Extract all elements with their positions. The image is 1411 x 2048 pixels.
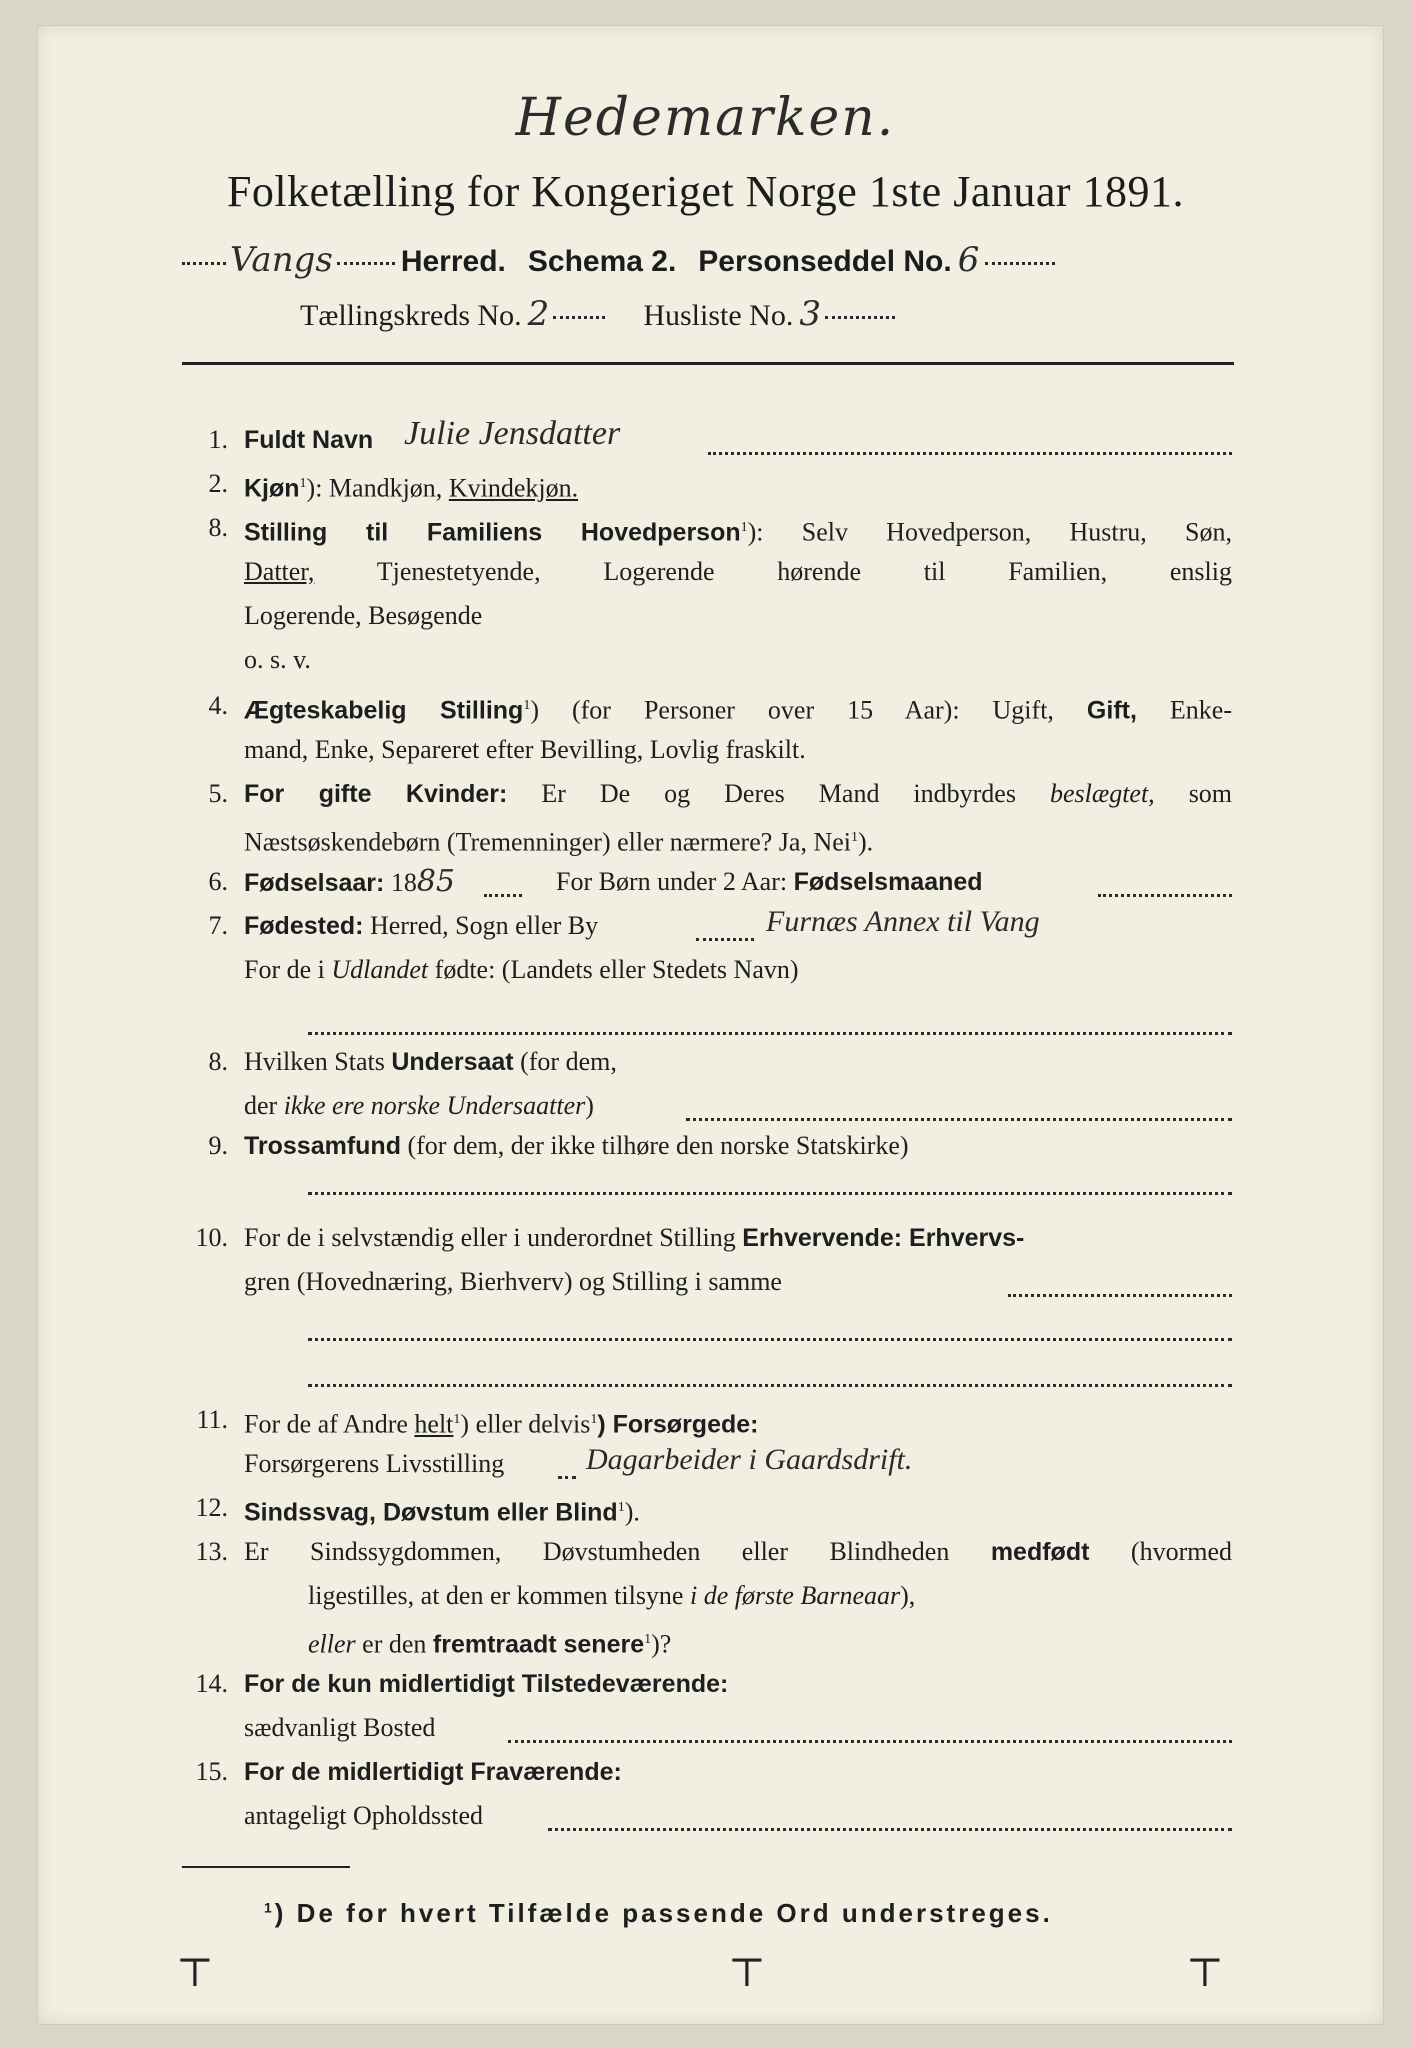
q8-text: (for dem,: [520, 1047, 617, 1076]
question-number: 11.: [196, 1405, 228, 1434]
form-title: Folketælling for Kongeriget Norge 1ste Januar 1891.: [226, 167, 1185, 216]
q1-name-value: Julie Jensdatter: [404, 415, 621, 452]
question-number: 8.: [208, 513, 228, 542]
q13-bold-2: fremtraadt senere: [432, 1630, 645, 1659]
q8-bold: Undersaat: [391, 1048, 514, 1076]
q4-label: Ægteskabelig Stilling: [244, 696, 524, 725]
question-2: [178, 462, 1232, 506]
q6-year-prefix: 18: [390, 868, 417, 897]
question-number: 12.: [195, 1493, 228, 1522]
q11-text-1b: ) eller delvis: [460, 1409, 591, 1439]
q9-label: Trossamfund: [244, 1132, 401, 1160]
husliste-value: 3: [799, 294, 821, 334]
question-5: [178, 772, 1232, 860]
footnote-marker: 1: [590, 1412, 598, 1427]
q6-year-value: 85: [416, 864, 456, 899]
q11-provider-value: Dagarbeider i Gaardsdrift.: [586, 1443, 913, 1476]
q6-text: For Børn under 2 Aar:: [556, 867, 788, 896]
q13-text-2b: ),: [900, 1581, 916, 1610]
q10-bold: Erhvervende: Erhvervs-: [742, 1224, 1025, 1252]
footnote-marker: 1: [644, 1632, 652, 1647]
dotted-leader: [1098, 894, 1232, 897]
q13-italic-2: eller: [308, 1629, 356, 1659]
q12-label: Sindssvag, Døvstum eller Blind: [244, 1498, 618, 1527]
q7-italic: Udlandet: [331, 955, 429, 984]
corner-mark: ⊤: [728, 1950, 766, 1996]
q3-text-3: Logerende, Besøgende: [244, 601, 483, 630]
personseddel-label: Personseddel No.: [698, 245, 952, 278]
kreds-value: 2: [527, 294, 550, 334]
question-number: 15.: [195, 1757, 228, 1786]
q8-italic: ikke ere norske Undersaatter: [283, 1091, 586, 1120]
question-14: [178, 1662, 1232, 1750]
q3-underlined-option: Datter,: [244, 557, 315, 586]
question-12: [178, 1486, 1232, 1530]
herred-value: Vangs: [230, 240, 333, 280]
header-rule: [182, 362, 1234, 365]
question-1: [178, 415, 1232, 462]
q3-text-1: ): Selv Hovedperson, Hustru, Søn,: [747, 517, 1232, 547]
q5-text-1: Er De og Deres Mand indbyrdes: [541, 779, 1016, 808]
question-number: 8.: [208, 1047, 228, 1076]
q10-text-1: For de i selvstændig eller i underordnet Stilling: [244, 1223, 736, 1252]
q13-text-end-2: )?: [651, 1629, 672, 1659]
header-line-2: [300, 294, 895, 334]
q4-text-2: mand, Enke, Separeret efter Bevilling, Lovlig fraskilt.: [244, 735, 806, 764]
q13-text-2a: ligestilles, at den er kommen tilsyne: [308, 1581, 684, 1610]
q5-label: For gifte Kvinder:: [244, 780, 508, 808]
q13-bold: medfødt: [990, 1538, 1090, 1566]
dotted-leader: [308, 1192, 1232, 1195]
question-number: 2.: [208, 469, 228, 498]
q6-label: Fødselsaar:: [244, 869, 385, 897]
q15-text-2: antageligt Opholdssted: [244, 1801, 484, 1830]
q3-label: Stilling til Familiens Hovedperson: [244, 518, 741, 547]
question-number: 13.: [195, 1537, 228, 1566]
dotted-leader: [1008, 1294, 1232, 1297]
q12-end: ).: [624, 1497, 640, 1527]
question-9: [178, 1124, 1232, 1212]
footnote-marker: 1: [299, 476, 307, 491]
question-7: [178, 904, 1232, 1036]
q8-label: Hvilken Stats: [244, 1047, 385, 1076]
header-line-1: [182, 240, 1055, 280]
kreds-label: Tællingskreds No.: [300, 299, 522, 332]
dotted-leader: [308, 1384, 1232, 1387]
corner-mark: ⊤: [1186, 1950, 1224, 1996]
q13-text-1: Er Sindssygdommen, Døvstumheden eller Blindheden: [244, 1537, 950, 1566]
q1-label: Fuldt Navn: [244, 426, 374, 454]
region-handwritten: Hedemarken.: [515, 88, 896, 148]
dotted-leader: [708, 452, 1232, 455]
q7-label: Fødested:: [244, 912, 364, 940]
q7-text-2a: For de i: [244, 955, 325, 984]
question-11: [178, 1398, 1232, 1486]
dotted-leader: [686, 1118, 1232, 1121]
q13-text-end: (hvormed: [1130, 1537, 1233, 1566]
q3-text-4: o. s. v.: [244, 645, 311, 674]
dotted-leader: [553, 316, 605, 319]
footnote: [264, 1898, 1053, 1929]
dotted-leader: [558, 1476, 576, 1479]
q13-text-3a: er den: [362, 1629, 427, 1659]
footnote-text: ) De for hvert Tilfælde passende Ord understreges.: [274, 1898, 1053, 1928]
footnote-rule: [182, 1866, 350, 1868]
question-number: 1.: [208, 425, 228, 454]
question-number: 4.: [208, 691, 228, 720]
q4-text-end: Enke-: [1169, 695, 1233, 725]
question-number: 7.: [208, 911, 228, 940]
q6-bold: Fødselsmaaned: [793, 868, 983, 896]
dotted-leader: [696, 938, 754, 941]
question-15: [178, 1750, 1232, 1838]
dotted-leader: [508, 1740, 1232, 1743]
q5-text-end-2: ).: [858, 827, 874, 857]
footnote-marker: 1: [523, 698, 531, 713]
q7-text: Herred, Sogn eller By: [369, 911, 599, 940]
question-10: [178, 1216, 1232, 1396]
personseddel-value: 6: [957, 240, 980, 280]
q5-text-end: som: [1188, 779, 1233, 808]
footnote-marker: 1: [617, 1500, 625, 1515]
q14-text-2: sædvanligt Bosted: [244, 1713, 436, 1742]
q2-underlined-option: Kvindekjøn.: [448, 473, 579, 503]
q2-label: Kjøn: [244, 474, 300, 503]
q13-italic: i de første Barneaar: [689, 1581, 901, 1610]
question-number: 14.: [195, 1669, 228, 1698]
q4-bold: Gift,: [1086, 696, 1137, 725]
dotted-leader: [308, 1338, 1232, 1341]
q10-text-2: gren (Hovednæring, Bierhverv) og Stilling i samme: [244, 1267, 782, 1296]
dotted-leader: [484, 894, 522, 897]
q11-underlined: helt: [414, 1409, 454, 1439]
q14-label: For de kun midlertidigt Tilstedeværende:: [244, 1670, 729, 1698]
footnote-marker: 1: [740, 520, 748, 535]
q7-text-2b: fødte: (Landets eller Stedets Navn): [434, 955, 799, 984]
q8-text-2b: ): [585, 1091, 594, 1120]
herred-label: Herred.: [400, 245, 506, 278]
q9-text: (for dem, der ikke tilhøre den norske Statskirke): [407, 1131, 909, 1160]
dotted-leader: [985, 262, 1055, 265]
question-3: [178, 506, 1232, 682]
dotted-leader: [308, 1032, 1232, 1035]
question-number: 5.: [208, 779, 228, 808]
schema-label: Schema 2.: [527, 245, 677, 278]
question-4: [178, 684, 1232, 772]
dotted-leader: [337, 262, 395, 265]
question-13: [178, 1530, 1232, 1662]
q5-text-2: Næstsøskendebørn (Tremenninger) eller nærmere? Ja, Nei: [244, 827, 851, 857]
q5-italic: beslægtet,: [1049, 779, 1155, 808]
question-number: 9.: [208, 1131, 228, 1160]
q2-text: ): Mandkjøn,: [306, 473, 443, 503]
dotted-leader: [182, 262, 226, 265]
dotted-leader: [548, 1828, 1232, 1831]
q8-text-2a: der: [244, 1091, 278, 1120]
q11-text-1: For de af Andre: [244, 1409, 408, 1439]
dotted-leader: [825, 316, 895, 319]
footnote-marker: 1: [453, 1412, 461, 1427]
q11-text-2: Forsørgerens Livsstilling: [244, 1449, 505, 1478]
footnote-marker: 1: [264, 1899, 275, 1916]
q15-label: For de midlertidigt Fraværende:: [244, 1758, 622, 1786]
q4-text-1: ) (for Personer over 15 Aar): Ugift,: [530, 695, 1054, 725]
question-8: [178, 1040, 1232, 1128]
corner-mark: ⊤: [176, 1950, 214, 1996]
q11-bold: ) Forsørgede:: [597, 1410, 759, 1439]
q3-text-2: Tjenestetyende, Logerende hørende til Familien, enslig: [376, 557, 1233, 586]
question-number: 6.: [208, 867, 228, 896]
question-6: [178, 860, 1232, 904]
footnote-marker: 1: [851, 830, 858, 845]
husliste-label: Husliste No.: [643, 299, 794, 332]
question-number: 10.: [195, 1223, 228, 1252]
q7-birthplace-value: Furnæs Annex til Vang: [766, 905, 1040, 938]
